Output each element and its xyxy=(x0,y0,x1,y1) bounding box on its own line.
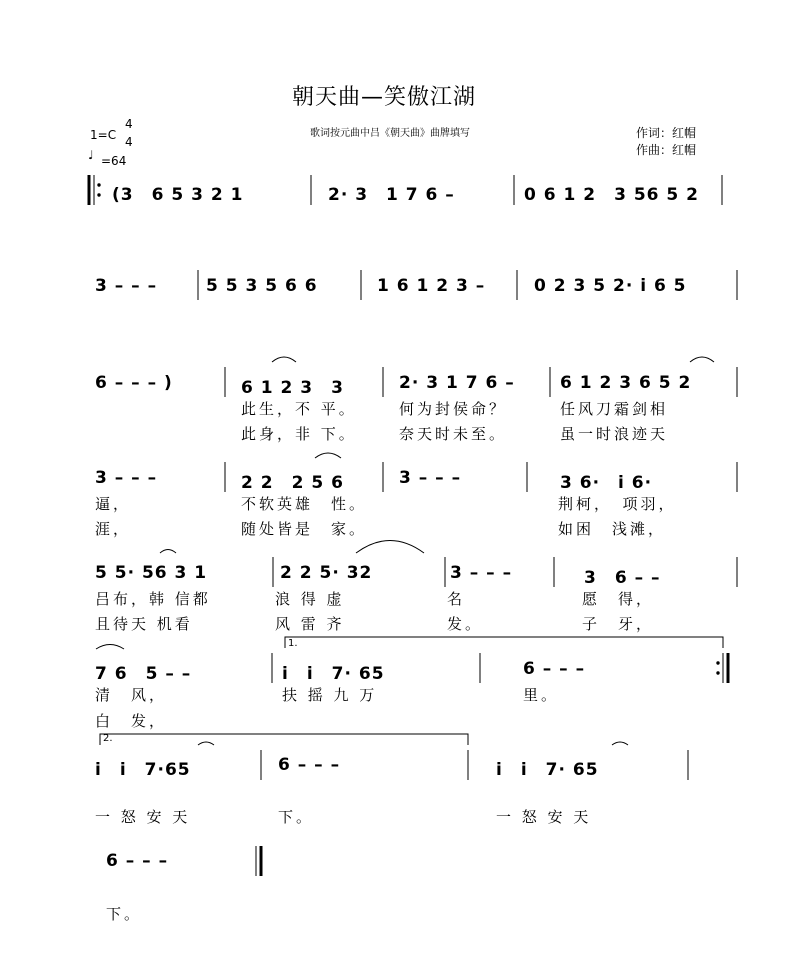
measure-notes: i i 7·65 xyxy=(95,760,191,780)
lyric-line: 一 怒 安 天 xyxy=(496,808,592,826)
measure-notes: 6 – – – ) xyxy=(95,373,173,393)
lyric-line: 风 雷 齐 xyxy=(275,615,345,633)
lyric-line: 白 发， xyxy=(95,712,168,730)
score-title: 朝天曲—笑傲江湖 xyxy=(292,85,477,110)
lyric-line: 清 风， xyxy=(95,686,168,704)
measure-notes: 2· 3 1 7 6 – xyxy=(328,185,455,205)
lyric-line: 此生，不 平。 xyxy=(241,400,357,418)
measure-notes: 6 – – – xyxy=(106,851,169,871)
lyricist: 作词：红帽 xyxy=(636,126,697,140)
lyric-line: 浪 得 虚 xyxy=(275,590,345,608)
volta-label: 2. xyxy=(103,733,113,744)
measure-notes: 6 – – – xyxy=(523,659,586,679)
lyric-line: 荆柯， 项羽， xyxy=(558,495,677,513)
lyric-line: 且待天 机看 xyxy=(95,615,193,633)
lyric-line: 子 牙， xyxy=(582,615,655,633)
quarter-note-icon: ♩ xyxy=(88,148,94,162)
lyric-line: 名 xyxy=(447,590,466,608)
lyric-line: 虽一时浪迹天 xyxy=(560,425,669,443)
measure-notes: 6 1 2 3 3 xyxy=(241,378,344,398)
measure-notes: 7 6 5 – – xyxy=(95,664,192,684)
measure-notes: 3 – – – xyxy=(399,468,462,488)
measure-notes: 0 2 3 5 2· i 6 5 xyxy=(534,276,687,296)
lyric-line: 愿 得， xyxy=(582,590,655,608)
composer: 作曲：红帽 xyxy=(636,143,697,157)
volta-label: 1. xyxy=(288,638,298,649)
measure-notes: 6 – – – xyxy=(278,755,341,775)
lyric-line: 如困 浅滩， xyxy=(558,520,667,538)
measure-notes: (3 6 5 3 2 1 xyxy=(112,185,244,205)
measure-notes: 0 6 1 2 3 56 5 2 xyxy=(524,185,699,205)
measure-notes: 5 5· 56 3 1 xyxy=(95,563,208,583)
measure-notes: i i 7· 65 xyxy=(282,664,385,684)
lyric-line: 任风刀霜剑相 xyxy=(560,400,669,418)
lyric-line: 此身，非 下。 xyxy=(241,425,357,443)
measure-notes: 3 – – – xyxy=(95,468,158,488)
lyric-line: 一 怒 安 天 xyxy=(95,808,191,826)
lyric-line: 扶 摇 九 万 xyxy=(282,686,378,704)
lyric-line: 下。 xyxy=(278,808,315,826)
lyric-line: 发。 xyxy=(447,615,484,633)
measure-notes: 2 2 5· 32 xyxy=(280,563,373,583)
measure-notes: 2 2 2 5 6 xyxy=(241,473,344,493)
lyric-line: 奈天时未至。 xyxy=(399,425,508,443)
lyric-line: 涯， xyxy=(95,520,132,538)
key-signature: 1=C xyxy=(90,128,117,142)
measure-notes: 3 – – – xyxy=(450,563,513,583)
lyric-line: 何为封侯命？ xyxy=(399,400,508,418)
lyric-line: 吕布，韩 信都 xyxy=(95,590,211,608)
measure-notes: 5 5 3 5 6 6 xyxy=(206,276,318,296)
tempo-marking: =64 xyxy=(101,154,127,168)
lyric-line: 下。 xyxy=(106,905,143,923)
lyric-line: 逼， xyxy=(95,495,132,513)
time-signature-bottom: 4 xyxy=(125,135,133,149)
subtitle: 歌词按元曲中吕《朝天曲》曲牌填写 xyxy=(310,128,470,139)
measure-notes: 2· 3 1 7 6 – xyxy=(399,373,515,393)
lyric-line: 里。 xyxy=(523,686,560,704)
lyric-line: 不软英雄 性。 xyxy=(241,495,368,513)
measure-notes: 3 6· i 6· xyxy=(560,473,653,493)
lyric-line: 随处皆是 家。 xyxy=(241,520,368,538)
time-signature-top: 4 xyxy=(125,117,133,131)
measure-notes: 1 6 1 2 3 – xyxy=(377,276,486,296)
measure-notes: 3 6 – – xyxy=(584,568,661,588)
measure-notes: 6 1 2 3 6 5 2 xyxy=(560,373,692,393)
measure-notes: 3 – – – xyxy=(95,276,158,296)
measure-notes: i i 7· 65 xyxy=(496,760,599,780)
